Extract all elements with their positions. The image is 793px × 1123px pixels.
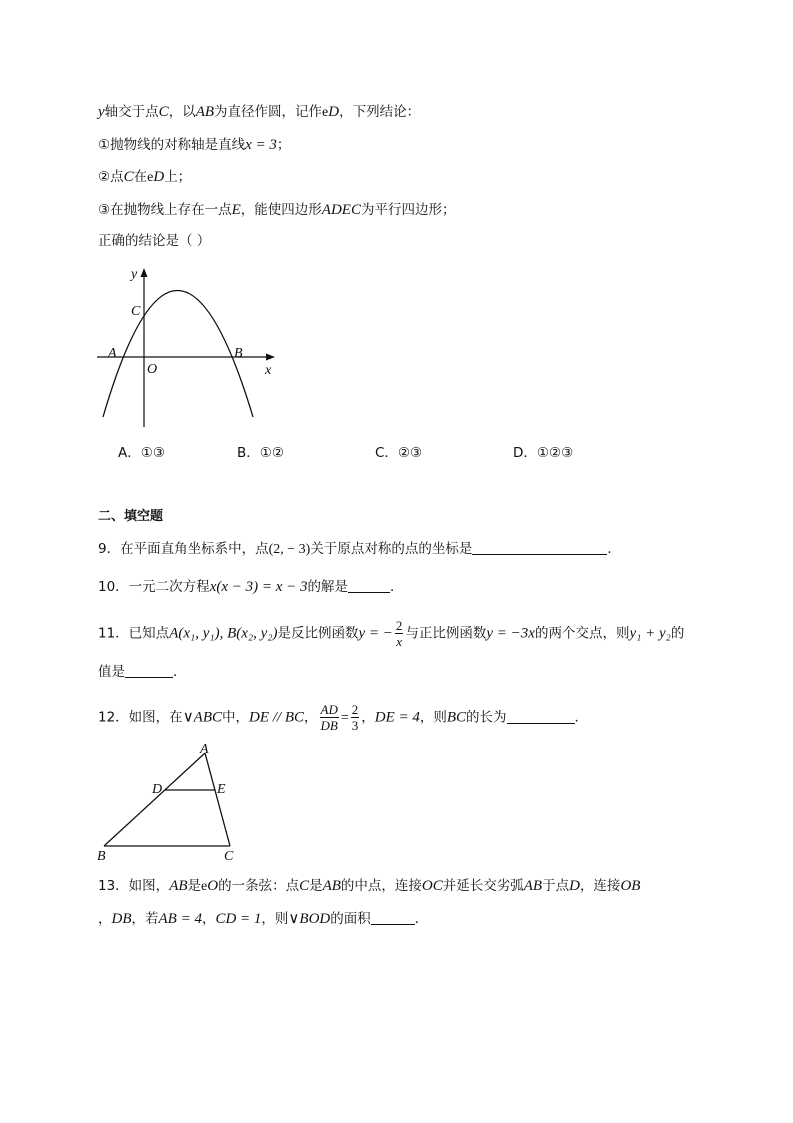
label-A: A	[108, 346, 117, 361]
parabola-graph	[95, 262, 285, 432]
question-11: 11．已知点A(x₁, y₁), B(x₂, y₂)是反比例函数y = − $\frac{2}{x}$ 与正比例函数y = −3x的两个交点，则y₁ + y₂的	[98, 618, 685, 649]
option-b[interactable]: B．①②	[237, 445, 284, 461]
label-B: B	[97, 849, 106, 864]
label-C: C	[224, 849, 234, 864]
label-C: C	[131, 304, 141, 319]
question-10: 10．一元二次方程x(x − 3) = x − 3的解是 ．	[98, 579, 404, 595]
fraction: $\frac{AD}{DB}$	[320, 702, 338, 733]
option-d[interactable]: D．①②③	[513, 445, 574, 461]
question-13: 13．如图，AB是eO的一条弦：点C是AB的中点，连接OC并延长交劣弧AB于点D，连接OB	[98, 878, 641, 894]
question-13-line2: ，DB，若AB = 4，CD = 1，则∨BOD的面积 ．	[98, 911, 429, 927]
y-axis-arrow	[141, 268, 148, 277]
answer-blank[interactable]	[348, 578, 390, 593]
answer-blank[interactable]	[371, 910, 415, 925]
q8-prompt: 正确的结论是（ ）	[98, 233, 211, 249]
label-y: y	[131, 267, 138, 282]
fraction: $\frac{2}{x}$	[395, 618, 403, 649]
triangle-figure	[94, 740, 244, 865]
answer-blank[interactable]	[125, 663, 173, 678]
side-ac	[205, 753, 230, 846]
q8-conclusion-1: ①抛物线的对称轴是直线x = 3；	[98, 137, 291, 153]
question-11-line2: 值是 ．	[98, 664, 187, 680]
answer-blank[interactable]	[472, 540, 607, 555]
parabola-curve	[103, 291, 253, 418]
label-x: x	[265, 363, 272, 378]
label-B: B	[234, 346, 243, 361]
side-ab	[104, 753, 205, 846]
q8-continuation: y轴交于点C，以AB为直径作圆，记作eD，下列结论：	[98, 104, 421, 120]
question-12: 12．如图，在∨ABC中，DE // BC， $\frac{AD}{DB}$ = $\frac{2}{3}$ ，DE = 4，则BC的长为 ．	[98, 702, 589, 733]
section-heading: 二、填空题	[98, 509, 164, 524]
answer-blank[interactable]	[507, 709, 575, 724]
x-axis-arrow	[266, 354, 275, 361]
q8-conclusion-2: ②点C在eD上；	[98, 169, 192, 185]
label-D: D	[152, 782, 163, 797]
question-9: 9．在平面直角坐标系中，点(2, − 3)关于原点对称的点的坐标是 ．	[98, 541, 621, 557]
label-E: E	[217, 782, 226, 797]
label-A: A	[200, 742, 209, 757]
q8-conclusion-3: ③在抛物线上存在一点E，能使四边形ADEC为平行四边形；	[98, 202, 456, 218]
option-c[interactable]: C．②③	[375, 445, 423, 461]
q8-options	[118, 441, 638, 461]
fraction: $\frac{2}{3}$	[351, 702, 359, 733]
label-O: O	[147, 362, 158, 377]
option-a[interactable]: A．①③	[118, 445, 165, 461]
